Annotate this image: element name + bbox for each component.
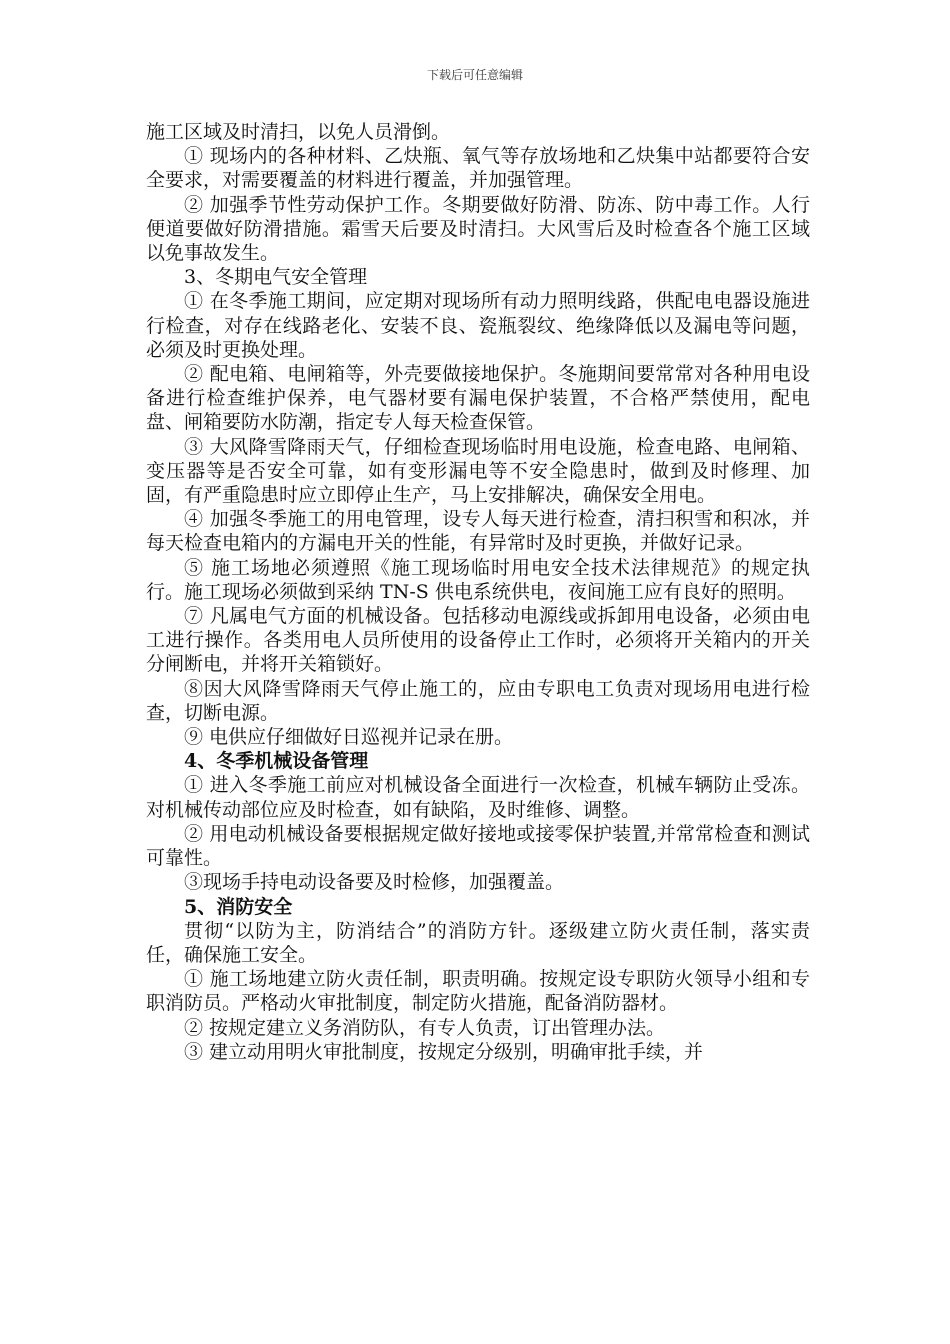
paragraph: ⑦ 凡属电气方面的机械设备。包括移动电源线或拆卸用电设备，必须由电工进行操作。各类用电人员所使用的设备停止工作时，必须将开关箱内的开关分闸断电，并将开关箱锁好。 bbox=[146, 605, 810, 676]
section-heading: 5、消防安全 bbox=[184, 895, 293, 918]
paragraph: 贯彻“以防为主，防消结合”的消防方针。逐级建立防火责任制，落实责任，确保施工安全。 bbox=[146, 919, 810, 966]
page-header: 下载后可任意编辑 bbox=[426, 68, 523, 82]
paragraph: ① 现场内的各种材料、乙炔瓶、氧气等存放场地和乙炔集中站都要符合安全要求，对需要覆盖的材料进行覆盖，并加强管理。 bbox=[146, 145, 810, 192]
paragraph: ⑨ 电供应仔细做好日巡视并记录在册。 bbox=[184, 726, 514, 749]
paragraph: ① 在冬季施工期间，应定期对现场所有动力照明线路，供配电电器设施进行检查，对存在线路老化、安装不良、瓷瓶裂纹、绝缘降低以及漏电等问题，必须及时更换处理。 bbox=[146, 290, 810, 361]
paragraph: ② 按规定建立义务消防队，有专人负责，订出管理办法。 bbox=[184, 1016, 666, 1039]
paragraph: ③ 大风降雪降雨天气，仔细检查现场临时用电设施，检查电路、电闸箱、变压器等是否安全可靠，如有变形漏电等不安全隐患时，做到及时修理、加固，有严重隐患时应立即停止生产，马上安排解决，确保安全用电。 bbox=[146, 435, 810, 507]
paragraph: ② 配电箱、电闸箱等，外壳要做接地保护。冬施期间要常常对各种用电设备进行检查维护保养，电气器材要有漏电保护装置，不合格严禁使用，配电盘、闸箱要防水防潮，指定专人每天检查保管。 bbox=[146, 363, 810, 434]
paragraph-continuation: 施工区域及时清扫，以免人员滑倒。 bbox=[146, 121, 451, 143]
paragraph: ⑧因大风降雪降雨天气停止施工的，应由专职电工负责对现场用电进行检查，切断电源。 bbox=[146, 677, 810, 724]
paragraph: ③现场手持电动设备要及时检修，加强覆盖。 bbox=[184, 871, 565, 894]
paragraph: ② 用电动机械设备要根据规定做好接地或接零保护装置,并常常检查和测试可靠性。 bbox=[146, 822, 810, 870]
paragraph: ② 加强季节性劳动保护工作。冬期要做好防滑、防冻、防中毒工作。人行便道要做好防滑措施。霜雪天后要及时清扫。大风雪后及时检查各个施工区域以免事故发生。 bbox=[146, 193, 810, 265]
paragraph: ⑤ 施工场地必须遵照《施工现场临时用电安全技术法律规范》的规定执行。施工现场必须做到采纳 TN-S 供电系统供电，夜间施工应有良好的照明。 bbox=[146, 556, 810, 603]
paragraph: ① 施工场地建立防火责任制，职责明确。按规定设专职防火领导小组和专职消防员。严格动火审批制度，制定防火措施，配备消防器材。 bbox=[146, 968, 810, 1015]
section-heading: 4、冬季机械设备管理 bbox=[184, 750, 369, 773]
paragraph: ④ 加强冬季施工的用电管理，设专人每天进行检查，清扫积雪和积冰，并每天检查电箱内的方漏电开关的性能，有异常时及时更换，并做好记录。 bbox=[146, 508, 810, 555]
document-body bbox=[146, 120, 810, 1064]
paragraph: ③ 建立动用明火审批制度，按规定分级别，明确审批手续，并 bbox=[184, 1040, 704, 1063]
paragraph: ① 进入冬季施工前应对机械设备全面进行一次检查，机械车辆防止受冻。对机械传动部位应及时检查，如有缺陷，及时维修、调整。 bbox=[146, 774, 810, 821]
section-subtitle: 3、冬期电气安全管理 bbox=[184, 266, 368, 289]
